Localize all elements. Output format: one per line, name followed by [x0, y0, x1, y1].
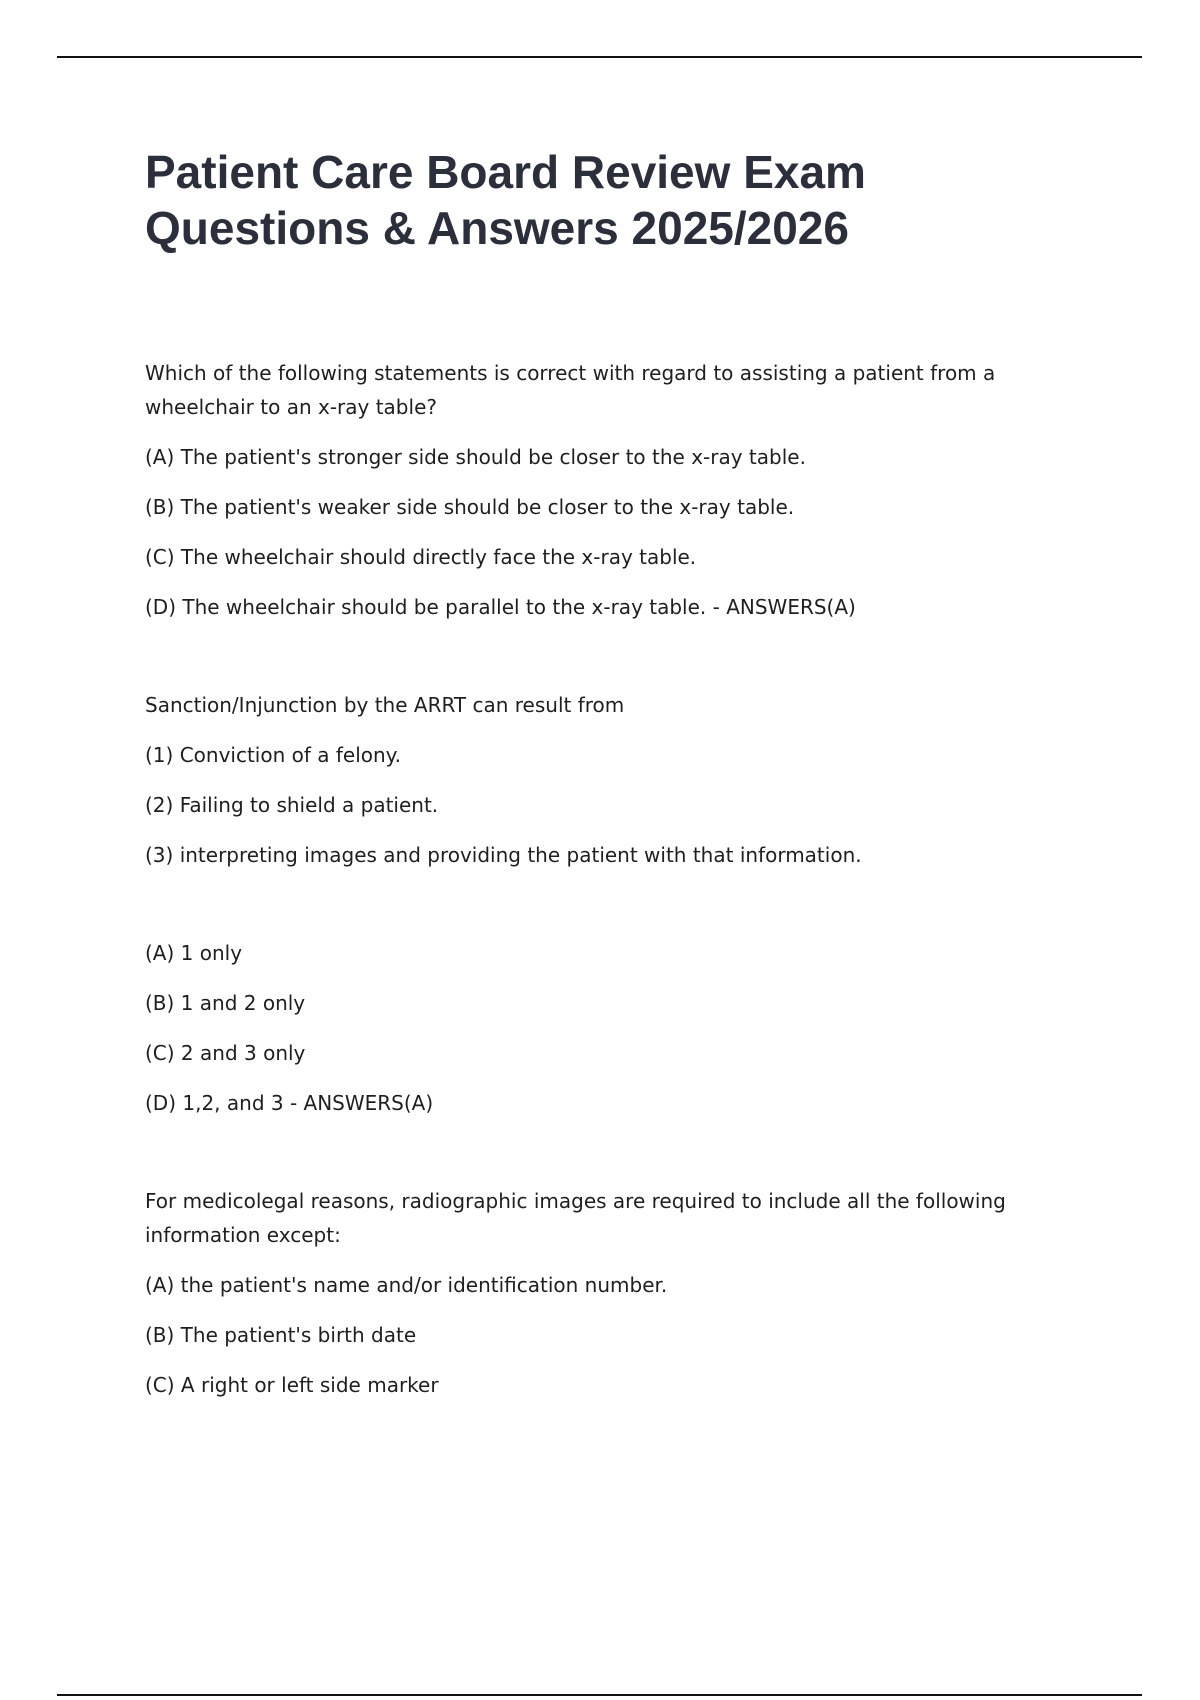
spacer [145, 888, 1105, 936]
answer-option: (A) the patient's name and/or identification number. [145, 1273, 668, 1297]
answer-option: (A) The patient's stronger side should be closer to the x-ray table. [145, 445, 806, 469]
answer-option: (C) A right or left side marker [145, 1373, 439, 1397]
spacer [145, 640, 1105, 688]
answer-option: (D) 1,2, and 3 - ANSWERS(A) [145, 1091, 434, 1115]
answer-option: (D) The wheelchair should be parallel to the x-ray table. - ANSWERS(A) [145, 595, 856, 619]
answer-option: (C) The wheelchair should directly face the x-ray table. [145, 545, 697, 569]
answer-option: (B) 1 and 2 only [145, 991, 306, 1015]
question-list [145, 356, 1105, 1418]
spacer [145, 1136, 1105, 1184]
answer-option: (A) 1 only [145, 941, 243, 965]
answer-option: (C) 2 and 3 only [145, 1041, 306, 1065]
statement-item: (2) Failing to shield a patient. [145, 793, 439, 817]
question-text: Sanction/Injunction by the ARRT can result from [145, 693, 625, 717]
statement-item: (1) Conviction of a felony. [145, 743, 402, 767]
question-2 [145, 688, 1105, 1120]
question-1 [145, 356, 1105, 624]
footer-rule [57, 1694, 1142, 1696]
answer-option: (B) The patient's weaker side should be closer to the x-ray table. [145, 495, 795, 519]
question-text: Which of the following statements is correct with regard to assisting a patient from a wheelchair to an x-ray table? [145, 361, 996, 419]
title-line-1: Patient Care Board Review Exam [145, 146, 866, 198]
title-line-2: Questions & Answers 2025/2026 [145, 202, 849, 254]
question-3 [145, 1184, 1105, 1402]
answer-option: (B) The patient's birth date [145, 1323, 417, 1347]
statement-item: (3) interpreting images and providing the patient with that information. [145, 843, 862, 867]
question-text: For medicolegal reasons, radiographic images are required to include all the following information except: [145, 1189, 1006, 1247]
header-rule [57, 56, 1142, 58]
document-title [145, 144, 1105, 256]
